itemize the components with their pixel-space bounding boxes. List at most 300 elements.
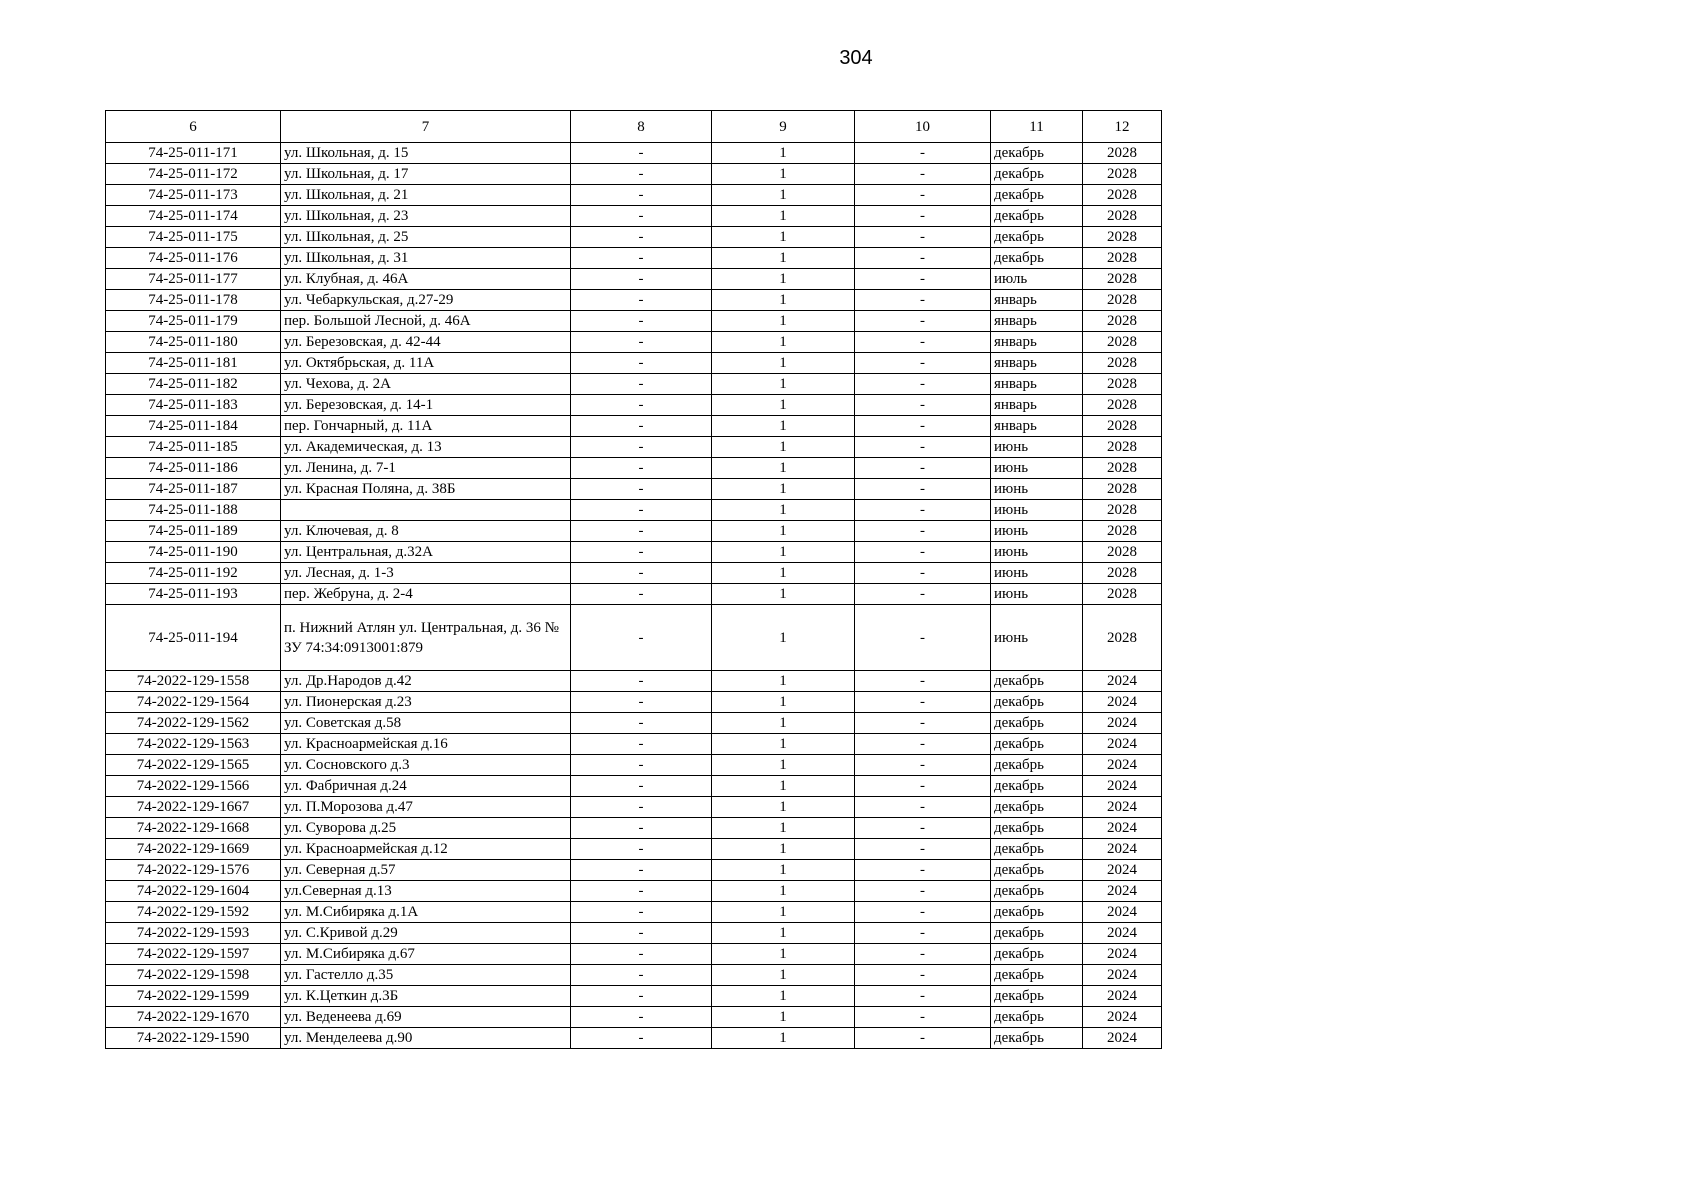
month-cell: декабрь <box>991 881 1083 902</box>
month-cell: декабрь <box>991 713 1083 734</box>
address-cell: ул. Гастелло д.35 <box>281 965 571 986</box>
col10-cell: - <box>855 353 991 374</box>
address-cell: ул. Октябрьская, д. 11А <box>281 353 571 374</box>
quantity-cell: 1 <box>712 437 855 458</box>
registry-number-cell: 74-2022-129-1566 <box>106 776 281 797</box>
quantity-cell: 1 <box>712 353 855 374</box>
year-cell: 2028 <box>1083 479 1162 500</box>
year-cell: 2028 <box>1083 185 1162 206</box>
quantity-cell: 1 <box>712 797 855 818</box>
year-cell: 2024 <box>1083 1028 1162 1049</box>
registry-number-cell: 74-25-011-190 <box>106 542 281 563</box>
quantity-cell: 1 <box>712 185 855 206</box>
registry-number-cell: 74-25-011-185 <box>106 437 281 458</box>
table-row <box>106 290 1162 311</box>
col8-cell: - <box>571 374 712 395</box>
year-cell: 2028 <box>1083 164 1162 185</box>
col10-cell: - <box>855 374 991 395</box>
address-cell: ул. Красная Поляна, д. 38Б <box>281 479 571 500</box>
table-row <box>106 542 1162 563</box>
quantity-cell: 1 <box>712 458 855 479</box>
registry-number-cell: 74-2022-129-1565 <box>106 755 281 776</box>
column-header: 10 <box>855 111 991 143</box>
year-cell: 2024 <box>1083 692 1162 713</box>
quantity-cell: 1 <box>712 1007 855 1028</box>
registry-number-cell: 74-25-011-174 <box>106 206 281 227</box>
col10-cell: - <box>855 542 991 563</box>
month-cell: декабрь <box>991 986 1083 1007</box>
col10-cell: - <box>855 797 991 818</box>
quantity-cell: 1 <box>712 902 855 923</box>
address-cell: ул. Школьная, д. 31 <box>281 248 571 269</box>
year-cell: 2028 <box>1083 227 1162 248</box>
year-cell: 2024 <box>1083 986 1162 1007</box>
address-cell: ул. С.Кривой д.29 <box>281 923 571 944</box>
table-row <box>106 605 1162 671</box>
table-row <box>106 944 1162 965</box>
month-cell: январь <box>991 290 1083 311</box>
col8-cell: - <box>571 584 712 605</box>
table-row <box>106 164 1162 185</box>
col10-cell: - <box>855 1007 991 1028</box>
month-cell: январь <box>991 353 1083 374</box>
quantity-cell: 1 <box>712 248 855 269</box>
address-cell: ул. Сосновского д.3 <box>281 755 571 776</box>
col10-cell: - <box>855 521 991 542</box>
col8-cell: - <box>571 965 712 986</box>
month-cell: июнь <box>991 605 1083 671</box>
col8-cell: - <box>571 227 712 248</box>
registry-number-cell: 74-25-011-180 <box>106 332 281 353</box>
col8-cell: - <box>571 986 712 1007</box>
year-cell: 2028 <box>1083 353 1162 374</box>
quantity-cell: 1 <box>712 164 855 185</box>
col8-cell: - <box>571 458 712 479</box>
registry-number-cell: 74-25-011-181 <box>106 353 281 374</box>
year-cell: 2028 <box>1083 374 1162 395</box>
table-row <box>106 332 1162 353</box>
year-cell: 2024 <box>1083 860 1162 881</box>
col10-cell: - <box>855 500 991 521</box>
year-cell: 2028 <box>1083 332 1162 353</box>
col10-cell: - <box>855 164 991 185</box>
col10-cell: - <box>855 248 991 269</box>
table-row <box>106 374 1162 395</box>
table-row <box>106 860 1162 881</box>
table-row <box>106 416 1162 437</box>
column-header: 11 <box>991 111 1083 143</box>
table-row <box>106 713 1162 734</box>
table-row <box>106 395 1162 416</box>
month-cell: декабрь <box>991 860 1083 881</box>
year-cell: 2028 <box>1083 563 1162 584</box>
address-cell: ул. Красноармейская д.12 <box>281 839 571 860</box>
col10-cell: - <box>855 965 991 986</box>
address-cell: ул. Северная д.57 <box>281 860 571 881</box>
quantity-cell: 1 <box>712 542 855 563</box>
registry-number-cell: 74-2022-129-1564 <box>106 692 281 713</box>
registry-number-cell: 74-25-011-179 <box>106 311 281 332</box>
col8-cell: - <box>571 290 712 311</box>
col10-cell: - <box>855 671 991 692</box>
col8-cell: - <box>571 839 712 860</box>
quantity-cell: 1 <box>712 755 855 776</box>
month-cell: июнь <box>991 584 1083 605</box>
year-cell: 2024 <box>1083 965 1162 986</box>
col8-cell: - <box>571 944 712 965</box>
month-cell: декабрь <box>991 1007 1083 1028</box>
quantity-cell: 1 <box>712 605 855 671</box>
registry-number-cell: 74-25-011-188 <box>106 500 281 521</box>
column-header: 6 <box>106 111 281 143</box>
col10-cell: - <box>855 269 991 290</box>
quantity-cell: 1 <box>712 965 855 986</box>
col10-cell: - <box>855 692 991 713</box>
registry-number-cell: 74-2022-129-1604 <box>106 881 281 902</box>
column-number-row <box>106 111 1162 143</box>
col8-cell: - <box>571 1028 712 1049</box>
registry-number-cell: 74-2022-129-1558 <box>106 671 281 692</box>
column-header: 8 <box>571 111 712 143</box>
col8-cell: - <box>571 206 712 227</box>
address-cell: ул. Школьная, д. 17 <box>281 164 571 185</box>
quantity-cell: 1 <box>712 944 855 965</box>
quantity-cell: 1 <box>712 923 855 944</box>
col8-cell: - <box>571 818 712 839</box>
quantity-cell: 1 <box>712 860 855 881</box>
month-cell: декабрь <box>991 671 1083 692</box>
address-cell: ул. Красноармейская д.16 <box>281 734 571 755</box>
col8-cell: - <box>571 353 712 374</box>
quantity-cell: 1 <box>712 500 855 521</box>
address-cell: ул. Клубная, д. 46А <box>281 269 571 290</box>
registry-number-cell: 74-2022-129-1599 <box>106 986 281 1007</box>
col8-cell: - <box>571 479 712 500</box>
month-cell: декабрь <box>991 692 1083 713</box>
address-cell: ул. Школьная, д. 15 <box>281 143 571 164</box>
month-cell: июль <box>991 269 1083 290</box>
address-cell: ул. Ключевая, д. 8 <box>281 521 571 542</box>
year-cell: 2028 <box>1083 206 1162 227</box>
year-cell: 2024 <box>1083 944 1162 965</box>
registry-number-cell: 74-25-011-177 <box>106 269 281 290</box>
month-cell: декабрь <box>991 143 1083 164</box>
col10-cell: - <box>855 734 991 755</box>
address-cell: ул. Лесная, д. 1-3 <box>281 563 571 584</box>
month-cell: декабрь <box>991 776 1083 797</box>
month-cell: январь <box>991 311 1083 332</box>
year-cell: 2028 <box>1083 458 1162 479</box>
month-cell: декабрь <box>991 902 1083 923</box>
table-row <box>106 479 1162 500</box>
month-cell: январь <box>991 416 1083 437</box>
col10-cell: - <box>855 818 991 839</box>
registry-number-cell: 74-25-011-182 <box>106 374 281 395</box>
year-cell: 2028 <box>1083 542 1162 563</box>
month-cell: декабрь <box>991 227 1083 248</box>
address-cell <box>281 500 571 521</box>
year-cell: 2028 <box>1083 584 1162 605</box>
registry-number-cell: 74-25-011-184 <box>106 416 281 437</box>
column-header: 7 <box>281 111 571 143</box>
col10-cell: - <box>855 206 991 227</box>
month-cell: июнь <box>991 542 1083 563</box>
month-cell: январь <box>991 395 1083 416</box>
registry-number-cell: 74-2022-129-1576 <box>106 860 281 881</box>
table-row <box>106 797 1162 818</box>
col8-cell: - <box>571 902 712 923</box>
table-row <box>106 1028 1162 1049</box>
year-cell: 2028 <box>1083 248 1162 269</box>
address-cell: ул. М.Сибиряка д.1А <box>281 902 571 923</box>
address-cell: ул. Советская д.58 <box>281 713 571 734</box>
year-cell: 2028 <box>1083 290 1162 311</box>
month-cell: декабрь <box>991 839 1083 860</box>
col10-cell: - <box>855 458 991 479</box>
table-row <box>106 248 1162 269</box>
table-row <box>106 755 1162 776</box>
registry-number-cell: 74-25-011-175 <box>106 227 281 248</box>
quantity-cell: 1 <box>712 521 855 542</box>
registry-number-cell: 74-25-011-178 <box>106 290 281 311</box>
month-cell: декабрь <box>991 965 1083 986</box>
registry-number-cell: 74-25-011-189 <box>106 521 281 542</box>
year-cell: 2024 <box>1083 923 1162 944</box>
table-row <box>106 902 1162 923</box>
year-cell: 2028 <box>1083 500 1162 521</box>
col8-cell: - <box>571 416 712 437</box>
table-row <box>106 227 1162 248</box>
address-cell: ул. Чебаркульская, д.27-29 <box>281 290 571 311</box>
year-cell: 2028 <box>1083 311 1162 332</box>
address-cell: ул. П.Морозова д.47 <box>281 797 571 818</box>
address-cell: ул. Суворова д.25 <box>281 818 571 839</box>
year-cell: 2024 <box>1083 902 1162 923</box>
col10-cell: - <box>855 290 991 311</box>
table-row <box>106 437 1162 458</box>
col8-cell: - <box>571 332 712 353</box>
col8-cell: - <box>571 311 712 332</box>
table-row <box>106 965 1162 986</box>
col10-cell: - <box>855 923 991 944</box>
address-cell: ул. Веденеева д.69 <box>281 1007 571 1028</box>
table-row <box>106 671 1162 692</box>
year-cell: 2024 <box>1083 797 1162 818</box>
registry-number-cell: 74-2022-129-1597 <box>106 944 281 965</box>
address-cell: ул. Центральная, д.32А <box>281 542 571 563</box>
registry-number-cell: 74-25-011-171 <box>106 143 281 164</box>
address-cell: ул. Академическая, д. 13 <box>281 437 571 458</box>
registry-number-cell: 74-2022-129-1593 <box>106 923 281 944</box>
month-cell: июнь <box>991 479 1083 500</box>
col10-cell: - <box>855 227 991 248</box>
table-row <box>106 923 1162 944</box>
col10-cell: - <box>855 416 991 437</box>
year-cell: 2024 <box>1083 671 1162 692</box>
registry-number-cell: 74-2022-129-1598 <box>106 965 281 986</box>
month-cell: декабрь <box>991 248 1083 269</box>
registry-number-cell: 74-25-011-183 <box>106 395 281 416</box>
year-cell: 2028 <box>1083 416 1162 437</box>
quantity-cell: 1 <box>712 818 855 839</box>
address-cell: пер. Гончарный, д. 11А <box>281 416 571 437</box>
table-row <box>106 1007 1162 1028</box>
quantity-cell: 1 <box>712 986 855 1007</box>
col10-cell: - <box>855 944 991 965</box>
col10-cell: - <box>855 395 991 416</box>
month-cell: декабрь <box>991 755 1083 776</box>
table-row <box>106 776 1162 797</box>
column-header: 9 <box>712 111 855 143</box>
col10-cell: - <box>855 563 991 584</box>
address-cell: ул. Фабричная д.24 <box>281 776 571 797</box>
year-cell: 2028 <box>1083 605 1162 671</box>
month-cell: декабрь <box>991 944 1083 965</box>
quantity-cell: 1 <box>712 290 855 311</box>
registry-number-cell: 74-25-011-186 <box>106 458 281 479</box>
col10-cell: - <box>855 332 991 353</box>
year-cell: 2024 <box>1083 713 1162 734</box>
col10-cell: - <box>855 584 991 605</box>
month-cell: июнь <box>991 500 1083 521</box>
col10-cell: - <box>855 713 991 734</box>
col8-cell: - <box>571 269 712 290</box>
month-cell: июнь <box>991 458 1083 479</box>
col8-cell: - <box>571 713 712 734</box>
col8-cell: - <box>571 437 712 458</box>
table-row <box>106 521 1162 542</box>
address-cell: ул. Березовская, д. 14-1 <box>281 395 571 416</box>
col8-cell: - <box>571 776 712 797</box>
month-cell: январь <box>991 332 1083 353</box>
registry-number-cell: 74-25-011-192 <box>106 563 281 584</box>
registry-number-cell: 74-2022-129-1670 <box>106 1007 281 1028</box>
year-cell: 2028 <box>1083 269 1162 290</box>
address-cell: ул. Др.Народов д.42 <box>281 671 571 692</box>
quantity-cell: 1 <box>712 563 855 584</box>
register-table <box>105 110 1162 1049</box>
month-cell: декабрь <box>991 1028 1083 1049</box>
table-row <box>106 584 1162 605</box>
table-row <box>106 185 1162 206</box>
col10-cell: - <box>855 311 991 332</box>
col8-cell: - <box>571 605 712 671</box>
col10-cell: - <box>855 881 991 902</box>
year-cell: 2024 <box>1083 881 1162 902</box>
quantity-cell: 1 <box>712 269 855 290</box>
address-cell: ул. М.Сибиряка д.67 <box>281 944 571 965</box>
month-cell: июнь <box>991 437 1083 458</box>
registry-number-cell: 74-2022-129-1668 <box>106 818 281 839</box>
month-cell: декабрь <box>991 797 1083 818</box>
quantity-cell: 1 <box>712 311 855 332</box>
table-row <box>106 818 1162 839</box>
address-cell: ул.Северная д.13 <box>281 881 571 902</box>
col8-cell: - <box>571 692 712 713</box>
col8-cell: - <box>571 143 712 164</box>
table-row <box>106 563 1162 584</box>
col10-cell: - <box>855 860 991 881</box>
year-cell: 2024 <box>1083 818 1162 839</box>
address-cell: ул. Березовская, д. 42-44 <box>281 332 571 353</box>
month-cell: декабрь <box>991 734 1083 755</box>
col10-cell: - <box>855 185 991 206</box>
table-row <box>106 353 1162 374</box>
month-cell: декабрь <box>991 818 1083 839</box>
address-cell: ул. Ленина, д. 7-1 <box>281 458 571 479</box>
col8-cell: - <box>571 755 712 776</box>
table-row <box>106 143 1162 164</box>
quantity-cell: 1 <box>712 395 855 416</box>
table-row <box>106 839 1162 860</box>
registry-number-cell: 74-25-011-187 <box>106 479 281 500</box>
col8-cell: - <box>571 500 712 521</box>
table-row <box>106 269 1162 290</box>
quantity-cell: 1 <box>712 671 855 692</box>
address-cell: пер. Жебруна, д. 2-4 <box>281 584 571 605</box>
table-row <box>106 881 1162 902</box>
col10-cell: - <box>855 1028 991 1049</box>
col10-cell: - <box>855 902 991 923</box>
col10-cell: - <box>855 839 991 860</box>
quantity-cell: 1 <box>712 584 855 605</box>
registry-number-cell: 74-25-011-173 <box>106 185 281 206</box>
month-cell: декабрь <box>991 206 1083 227</box>
col8-cell: - <box>571 1007 712 1028</box>
month-cell: декабрь <box>991 185 1083 206</box>
page-number: 304 <box>839 47 873 69</box>
table-row <box>106 692 1162 713</box>
col10-cell: - <box>855 605 991 671</box>
column-header: 12 <box>1083 111 1162 143</box>
quantity-cell: 1 <box>712 374 855 395</box>
address-cell: ул. К.Цеткин д.3Б <box>281 986 571 1007</box>
table-row <box>106 206 1162 227</box>
year-cell: 2028 <box>1083 395 1162 416</box>
month-cell: декабрь <box>991 923 1083 944</box>
table-row <box>106 734 1162 755</box>
year-cell: 2028 <box>1083 521 1162 542</box>
quantity-cell: 1 <box>712 734 855 755</box>
quantity-cell: 1 <box>712 227 855 248</box>
registry-number-cell: 74-25-011-194 <box>106 605 281 671</box>
registry-number-cell: 74-2022-129-1590 <box>106 1028 281 1049</box>
col10-cell: - <box>855 479 991 500</box>
address-cell: ул. Школьная, д. 25 <box>281 227 571 248</box>
registry-number-cell: 74-2022-129-1669 <box>106 839 281 860</box>
registry-number-cell: 74-2022-129-1667 <box>106 797 281 818</box>
quantity-cell: 1 <box>712 416 855 437</box>
year-cell: 2024 <box>1083 839 1162 860</box>
col10-cell: - <box>855 986 991 1007</box>
table-row <box>106 458 1162 479</box>
quantity-cell: 1 <box>712 1028 855 1049</box>
registry-number-cell: 74-2022-129-1563 <box>106 734 281 755</box>
col8-cell: - <box>571 923 712 944</box>
year-cell: 2028 <box>1083 143 1162 164</box>
col8-cell: - <box>571 185 712 206</box>
quantity-cell: 1 <box>712 713 855 734</box>
month-cell: декабрь <box>991 164 1083 185</box>
year-cell: 2024 <box>1083 776 1162 797</box>
col8-cell: - <box>571 248 712 269</box>
quantity-cell: 1 <box>712 776 855 797</box>
col8-cell: - <box>571 860 712 881</box>
year-cell: 2024 <box>1083 1007 1162 1028</box>
address-cell: п. Нижний Атлян ул. Центральная, д. 36 № ЗУ 74:34:0913001:879 <box>281 605 571 671</box>
year-cell: 2028 <box>1083 437 1162 458</box>
col10-cell: - <box>855 776 991 797</box>
